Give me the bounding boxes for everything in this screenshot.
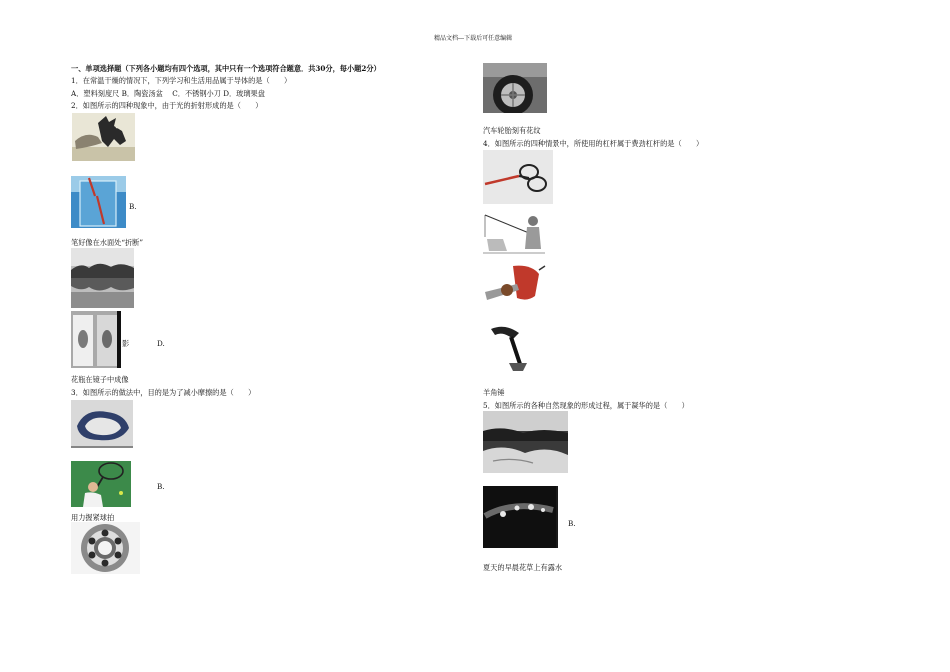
q3-option-b-label: B.	[157, 482, 165, 491]
q5-option-b-label: B.	[568, 519, 576, 528]
q2-option-d-caption: 花瓶在镜子中成像	[71, 375, 129, 384]
claw-hammer-image	[483, 323, 545, 375]
dew-on-grass-image	[483, 486, 558, 548]
page-header: 精品文档---下载后可任意编辑	[434, 35, 513, 42]
pencil-in-water-image	[71, 176, 126, 228]
shoe-sole-image	[71, 400, 133, 448]
car-tire-image	[483, 63, 547, 113]
hand-shadow-image	[72, 113, 135, 161]
q5-option-b-caption: 夏天的早晨花草上有露水	[483, 563, 563, 572]
lake-reflection-image	[71, 248, 134, 308]
question-4-stem: 4．如图所示的四种情景中，所使用的杠杆属于费劲杠杆的是（ ）	[483, 139, 704, 148]
section-title: 一、单项选择题（下列各小题均有四个选项，其中只有一个选项符合题意．共30分，每小题2分）	[71, 64, 381, 73]
q3-option-c-caption: 汽车轮胎刻有花纹	[483, 126, 541, 135]
nutcracker-image	[483, 262, 546, 312]
question-2-stem: 2．如图所示的四种现象中，由于光的折射形成的是（ ）	[71, 101, 263, 110]
q2-partial-text: 影	[122, 339, 130, 348]
vase-mirror-image	[71, 311, 121, 368]
q3-option-b-caption: 用力握紧球拍	[71, 513, 115, 522]
question-1-options: A．塑料刻度尺 B．陶瓷汤盆 C．不锈钢小刀 D．玻璃果盘	[71, 89, 265, 98]
question-3-stem: 3．如图所示的做法中，目的是为了减小摩擦的是（ ）	[71, 388, 256, 397]
q2-option-d-label: D.	[157, 339, 165, 348]
q2-option-b-caption: 笔好像在水面处“折断”	[71, 238, 144, 247]
q4-option-d-caption: 羊角锤	[483, 388, 505, 397]
scissors-image	[483, 150, 553, 204]
fishing-rod-image	[483, 209, 545, 255]
ball-bearing-image	[71, 522, 140, 574]
tennis-player-image	[71, 461, 131, 507]
frozen-river-image	[483, 411, 568, 473]
question-5-stem: 5．如图所示的各种自然现象的形成过程，属于凝华的是（ ）	[483, 401, 689, 410]
q2-option-b-label: B.	[129, 202, 137, 211]
question-1-stem: 1．在常温干燥的情况下，下列学习和生活用品属于导体的是（ ）	[71, 76, 292, 85]
